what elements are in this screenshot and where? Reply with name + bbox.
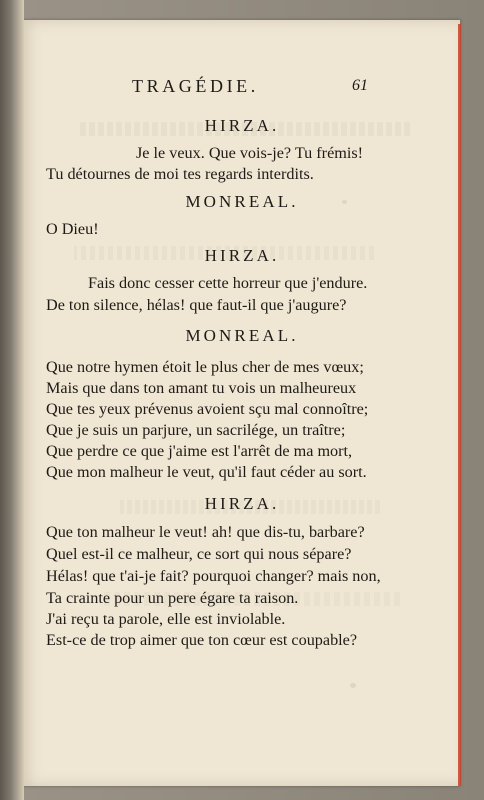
verse-line: Hélas! que t'ai-je fait? pourquoi changer? mais non, bbox=[46, 567, 381, 585]
verse-line: Que ton malheur le veut! ah! que dis-tu, barbare? bbox=[46, 523, 365, 541]
verse-line: Je le veux. Que vois-je? Tu frémis! bbox=[136, 144, 364, 162]
verse-line: Que notre hymen étoit le plus cher de mes vœux; bbox=[46, 358, 364, 376]
verse-line: Que tes yeux prévenus avoient sçu mal connoître; bbox=[46, 400, 369, 418]
page-edge-red bbox=[458, 24, 461, 786]
verse-line: Fais donc cesser cette horreur que j'endure. bbox=[88, 274, 368, 292]
verse-line: O Dieu! bbox=[46, 220, 99, 238]
paper-speck bbox=[350, 683, 356, 688]
verse-line: Ta crainte pour un pere égare ta raison. bbox=[46, 589, 299, 607]
verse-line: Que mon malheur le veut, qu'il faut céder au sort. bbox=[46, 463, 367, 481]
verse-line: Que perdre ce que j'aime est l'arrêt de ma mort, bbox=[46, 442, 353, 460]
verse-line: Mais que dans ton amant tu vois un malheureux bbox=[46, 379, 357, 397]
verse-line: De ton silence, hélas! que faut-il que j'augure? bbox=[46, 296, 347, 314]
page-number: 61 bbox=[352, 77, 368, 94]
verse-line: Est-ce de trop aimer que ton cœur est coupable? bbox=[46, 631, 358, 649]
speaker-name: MONREAL. bbox=[185, 326, 299, 345]
running-header bbox=[0, 76, 484, 100]
speaker-name: MONREAL. bbox=[185, 192, 299, 211]
speaker-name: HIRZA. bbox=[204, 494, 280, 513]
running-title: TRAGÉDIE. bbox=[132, 76, 259, 96]
verse-line: Quel est-il ce malheur, ce sort qui nous sépare? bbox=[46, 545, 352, 563]
verse-line: J'ai reçu ta parole, elle est inviolable. bbox=[46, 610, 286, 628]
speaker-name: HIRZA. bbox=[204, 116, 280, 135]
verse-line: Que je suis un parjure, un sacrilége, un traître; bbox=[46, 421, 346, 439]
speaker-name: HIRZA. bbox=[204, 246, 280, 265]
verse-line: Tu détournes de moi tes regards interdits. bbox=[46, 165, 314, 183]
